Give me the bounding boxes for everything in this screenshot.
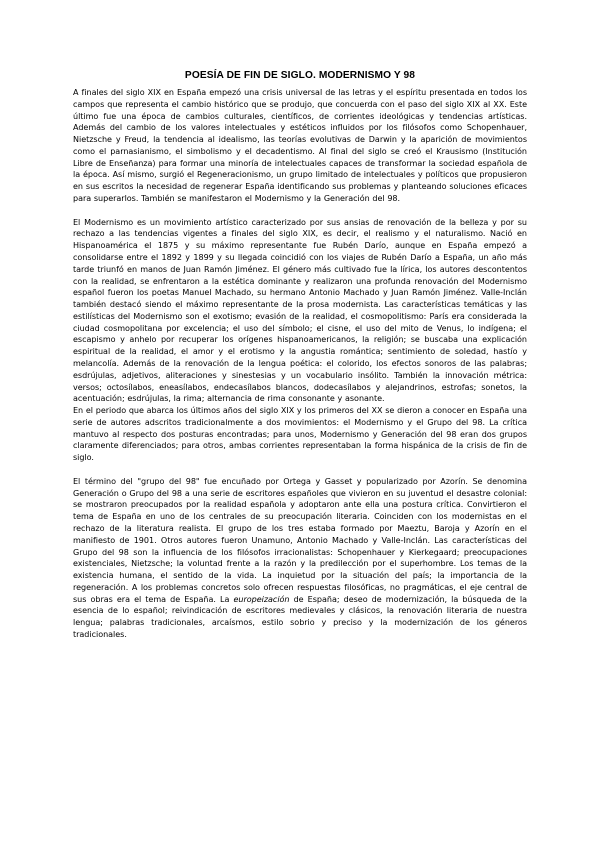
paragraph-gap — [73, 464, 527, 476]
paragraph-generacion-98 — [73, 476, 527, 641]
paragraph-gap — [73, 205, 527, 217]
paragraph-intro: A finales del siglo XIX en España empezó una crisis universal de las letras y el espíritu presentada en todos los campos que representa el cambio histórico que se produjo, que concuerda con el paso del siglo XIX al XX. Este último fue una época de cambios culturales, científicos, de corrientes ideológicas y tendencias artísticas. Además del cambio de los valores intelectuales y estéticos influidos por los filósofos como Schopenhauer, Nietzsche y Freud, la tendencia al idealismo, las teorías evolutivas de Darwin y la aparición de movimientos como el parnasianismo, el simbolismo y el decadentismo. Al final del siglo se creó el Krausismo (Institución Libre de Enseñanza) para formar una minoría de intelectuales capaces de transformar la sociedad española de la época. Así mismo, surgió el Regeneracionismo, un grupo limitado de intelectuales y políticos que propusieron en sus escritos la necesidad de regenerar España identificando sus problemas y planteando soluciones eficaces para superarlos. También se manifestaron el Modernismo y la Generación del 98. — [73, 88, 527, 204]
document-page — [73, 70, 527, 641]
europeizacion-term: europeización — [233, 594, 290, 604]
paragraph-europeizacion-rest: de España; deseo de modernización, la búsqueda de la esencia de lo español; reivindicación de escritores medievales y clásicos, la renovación literaria de nuestra lengua; palabras tradicionales, arcaísmos, estilo sobrio y preciso y la modernización de los géneros tradicionales. — [73, 594, 527, 639]
paragraph-europeizacion-lead: La — [220, 594, 234, 604]
paragraph-periodo: En el periodo que abarca los últimos años del siglo XIX y los primeros del XX se dieron a conocer en España una serie de autores adscritos tradicionalmente a dos movimientos: el Modernismo y el Grupo del 98. La crítica mantuvo al respecto dos posturas encontradas; para unos, Modernismo y Generación del 98 eran dos grupos claramente diferenciados; para otros, ambas corrientes representaban la forma hispánica de la crisis de fin de siglo. — [73, 406, 527, 463]
paragraph-modernismo: El Modernismo es un movimiento artístico caracterizado por sus ansias de renovación de la belleza y por su rechazo a las tendencias vigentes a finales del siglo XIX, es decir, el realismo y el naturalismo. Nació en Hispanoamérica el 1875 y su máximo representante fue Rubén Darío, aunque en España empezó a consolidarse entre el 1892 y 1899 y su llegada coincidió con los viajes de Rubén Darío a España, un año más tarde triunfó en manos de Juan Ramón Jiménez. El género más cultivado fue la lírica, los autores descontentos con la realidad, se enfrentaron a la estética dominante y realizaron una profunda renovación del Modernismo español fueron los poetas Manuel Machado, su hermano Antonio Machado y Juan Ramón Jiménez. Valle-Inclán también destacó siendo el máximo representante de la prosa modernista. Las características temáticas y las estilísticas del Modernismo son el exotismo; evasión de la realidad, el cosmopolitismo: París era considerada la ciudad cosmopolitana por excelencia; el uso del símbolo; el cisne, el uso del mito de Venus, lo indígena; el escapismo y anhelo por recuperar los orígenes hispanoamericanos, la religión; se buscaba una explicación espiritual de la realidad, el amor y el erotismo y la angustia romántica; sentimiento de soledad, hastío y melancolía. Además de la renovación de la lengua poética: el colorido, los efectos sonoros de las palabras; esdrújulas, adjetivos, aliteraciones y sinestesias y un vocabulario insólito. También la innovación métrica: versos; octosílabos, eneasílabos, endecasílabos blancos, dodecasílabos y alejandrinos, estrofas; sonetos, la acentuación; esdrújulas, la rima; alternancia de rima consonante y asonante. — [73, 217, 527, 404]
paragraph-generacion-98-text: El término del "grupo del 98" fue encuñado por Ortega y Gasset y popularizado por Azorín. Se denomina Generación o Grupo del 98 a una serie de escritores españoles que vivieron en su juventud el desastre colonial: se mostraron preocupados por la realidad española y adoptaron ante ella una postura crítica. Convirtieron el tema de España en uno de los centrales de su preocupación literaria. Coinciden con los modernistas en el rechazo de la literatura realista. El grupo de los tres estaba formado por Maeztu, Baroja y Azorín en el manifiesto de 1901. Otros autores fueron Unamuno, Antonio Machado y Valle-Inclán. Las características del Grupo del 98 son la influencia de los filósofos irracionalistas: Schopenhauer y Kierkegaard; preocupaciones existenciales, Nietzsche; la voluntad frente a la razón y la predilección por el superhombre. Los temas de la existencia humana, el sentido de la vida. La inquietud por la situación del país; la importancia de la regeneración. A los problemas concretos solo ofrecen respuestas filosóficas, no pragmáticas, el eje central de sus obras era el tema de España. — [73, 476, 527, 604]
document-title: POESÍA DE FIN DE SIGLO. MODERNISMO Y 98 — [184, 70, 416, 81]
